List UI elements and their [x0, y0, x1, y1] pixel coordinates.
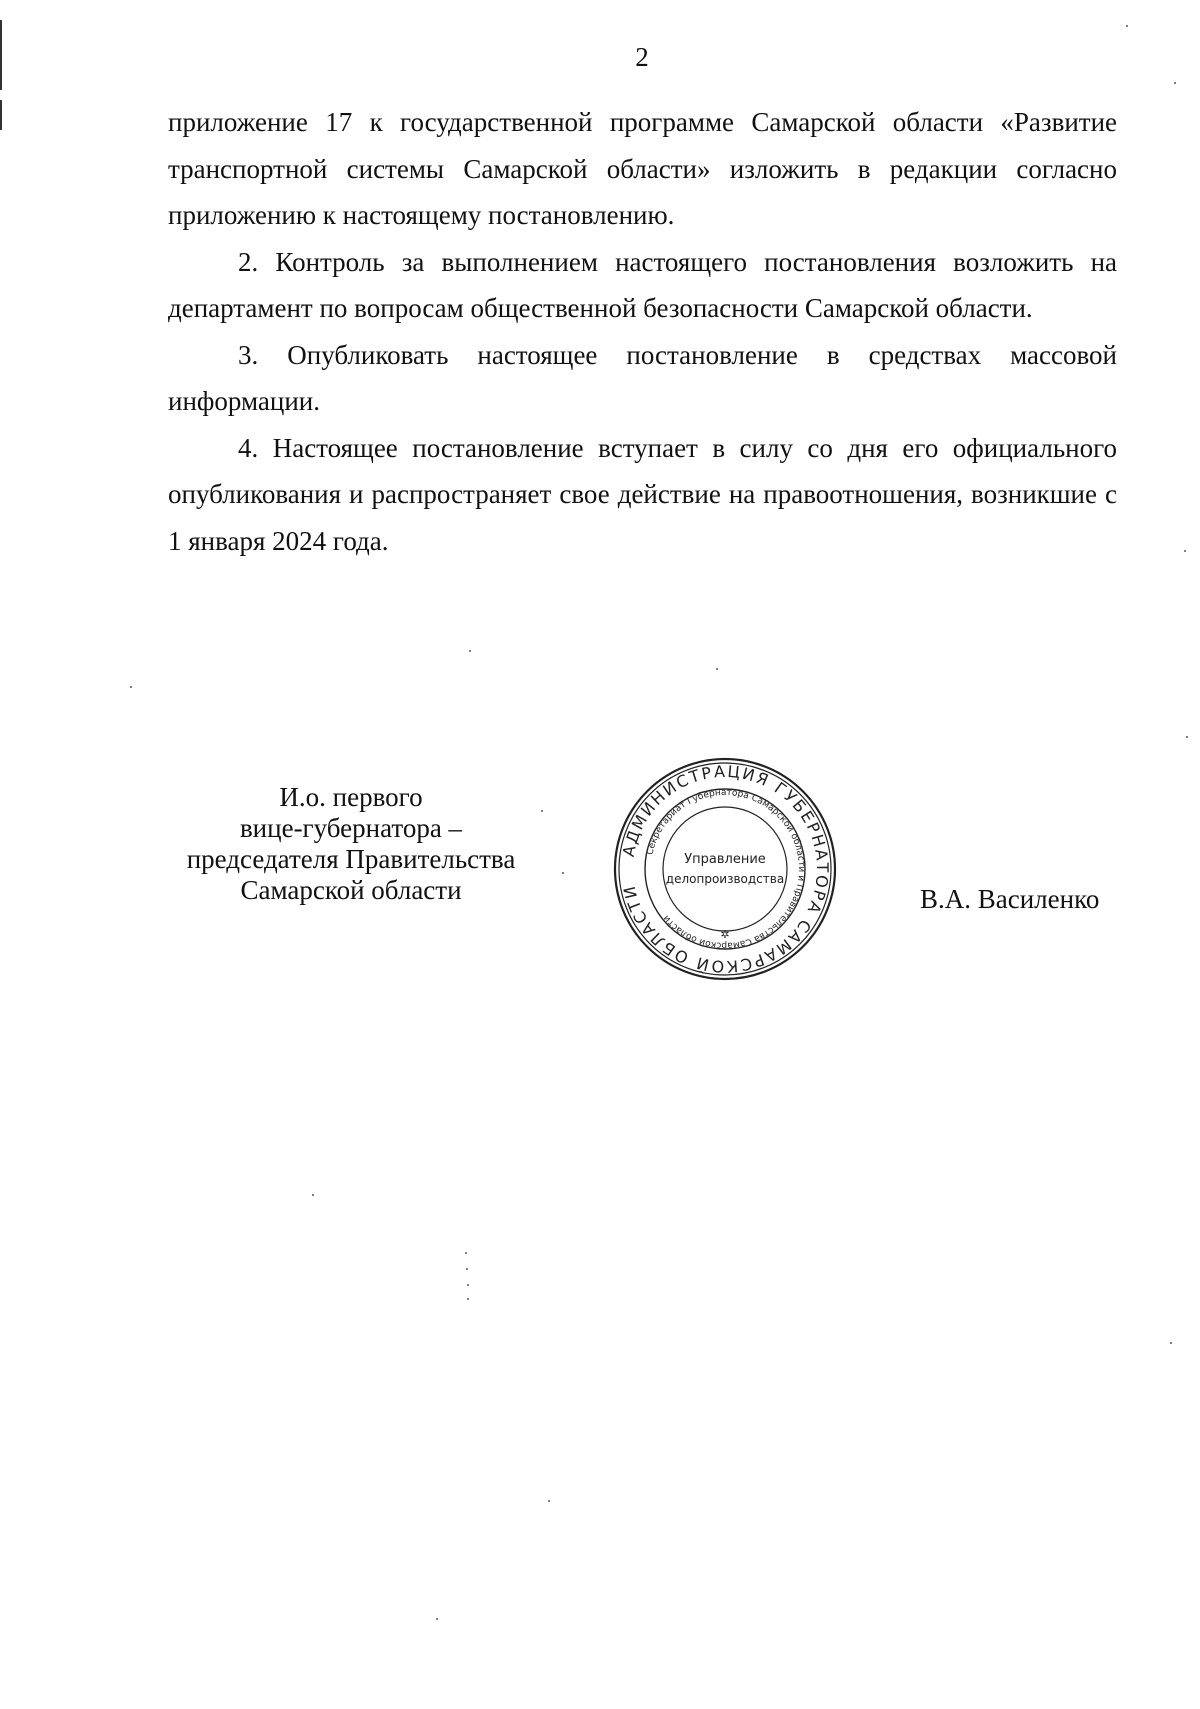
- scan-speck: [716, 668, 718, 670]
- paragraph-effective-date: 4. Настоящее постановление вступает в силу со дня его официального опубликования и распространяет свое действие на правоотношения, возникшие с 1 января 2024 года.: [168, 432, 1117, 556]
- signatory-name: В.А. Василенко: [920, 884, 1100, 914]
- document-body: [168, 99, 1117, 564]
- scan-speck: [467, 1298, 469, 1300]
- paragraph-control: 2. Контроль за выполнением настоящего постановления возложить на департамент по вопросам общественной безопасности Самарской области.: [168, 246, 1117, 323]
- paragraph-appendix: приложение 17 к государственной программе Самарской области «Развитие транспортной системы Самарской области» изложить в редакции согласно приложению к настоящему постановлению.: [168, 107, 1117, 230]
- official-seal: [612, 756, 838, 982]
- star-icon: ✲: [720, 928, 730, 941]
- official-seal-graphic: [612, 756, 838, 982]
- scan-speck: [548, 1500, 550, 1502]
- scan-speck: [562, 872, 564, 874]
- scan-speck: [312, 1194, 314, 1196]
- signatory-title-line: И.о. первого: [279, 782, 423, 812]
- scan-speck: [541, 810, 543, 812]
- scan-speck: [1186, 736, 1188, 738]
- scan-speck: [130, 686, 132, 688]
- signatory-title-line: председателя Правительства: [186, 844, 516, 874]
- signatory-title-line: вице-губернатора –: [239, 813, 463, 843]
- seal-center-line: делопроизводства: [665, 872, 785, 886]
- scan-speck: [1174, 82, 1176, 84]
- page-number: 2: [635, 42, 649, 72]
- seal-center-line: Управление: [684, 852, 766, 867]
- scan-speck: [436, 1618, 438, 1620]
- scan-speck: [1184, 550, 1186, 552]
- scan-speck: [467, 1284, 469, 1286]
- signatory-title-line: Самарской области: [240, 875, 462, 905]
- scan-speck: [1126, 25, 1128, 27]
- scan-speck: [465, 1252, 467, 1254]
- paragraph-publish: 3. Опубликовать настоящее постановление в средствах массовой информации.: [168, 339, 1117, 416]
- seal-inner-text: Секретариат Губернатора Самарской области и Правительства Самарской области: [645, 787, 807, 951]
- scan-speck: [469, 650, 471, 652]
- scan-edge-mark: [0, 100, 2, 130]
- seal-outer-text: АДМИНИСТРАЦИЯ ГУБЕРНАТОРА САМАРСКОЙ ОБЛАСТИ: [618, 761, 833, 977]
- signatory-title: [166, 782, 536, 906]
- scan-speck: [466, 1268, 468, 1270]
- scan-speck: [1170, 1342, 1172, 1344]
